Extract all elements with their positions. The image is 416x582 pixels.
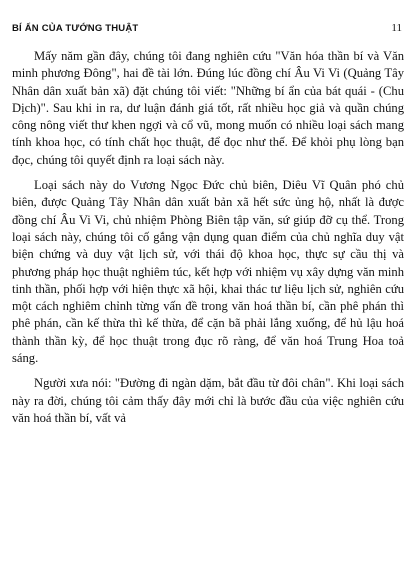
running-title: BÍ ẨN CỦA TƯỚNG THUẬT xyxy=(12,23,139,34)
paragraph-1: Mấy năm gần đây, chúng tôi đang nghiên cứu "Văn hóa thần bí và Văn minh phương Đông", hai đề tài lớn. Đúng lúc đồng chí Âu Vi Vi (Quảng Tây Nhân dân xuất bản xã) đặt chúng tôi viết: "Những bí ẩn của bát quái - (Chu Dịch)". Sau khi in ra, dư luận đánh giá tốt, rất nhiều học giả và quần chúng công nông viết thư khen ngợi và cổ vũ, mong muốn có nhiều loại sách mang tính khoa học, có tính chất học thuật, để đọc như thế. Để khỏi phụ lòng bạn đọc, chúng tôi quyết định ra loại sách này. xyxy=(12,49,404,167)
page-number: 11 xyxy=(391,22,402,34)
paragraph-3: Người xưa nói: "Đường đi ngàn dặm, bắt đầu từ đôi chân". Khi loại sách này ra đời, chúng tôi cảm thấy đây mới chỉ là bước đầu của việc nghiên cứu văn hoá thần bí, vất vả xyxy=(12,376,404,425)
body-text xyxy=(12,48,404,435)
paragraph-2: Loại sách này do Vương Ngọc Đức chủ biên, Diêu Vĩ Quân phó chủ biên, được Quảng Tây Nhân dân xuất bản xã hết sức ủng hộ, nhất là được đồng chí Âu Vi Vi, chủ nhiệm Phòng Biên tập văn, sứ giúp đỡ cụ thể. Trong loại sách này, chúng tôi cố gắng vận dụng quan điểm của chủ nghĩa duy vật biện chứng và duy vật lịch sử, với thái độ khoa học, thực sự cầu thị và phương pháp học thuật nghiêm túc, kết hợp với nhiệm vụ xây dựng văn minh tinh thần, phối hợp với hiện thực xã hội, khai thác tư liệu lịch sử, nghiên cứu một cách nghiêm chỉnh từng vấn đề trong văn hoá thần bí, cần phê phán thì phê phán, cần kế thừa thì kế thừa, để cặn bã phải lắng xuống, để hủ lậu hoá thành thần kỳ, để học thuật trong đục rõ ràng, để văn hoá Trung Hoa toả sáng. xyxy=(12,178,404,366)
running-header xyxy=(12,22,402,34)
